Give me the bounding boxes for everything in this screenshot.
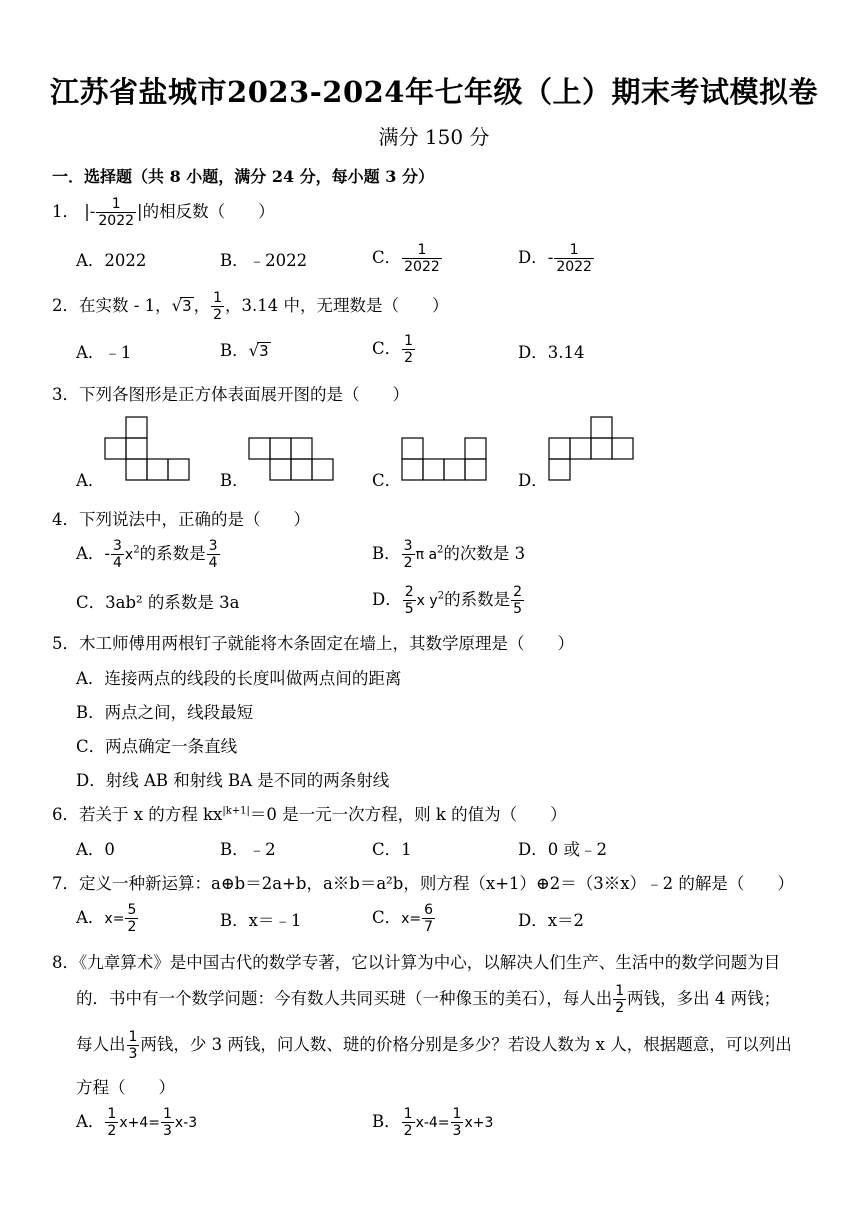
question-4: 4．下列说法中，正确的是（ ） bbox=[52, 510, 310, 529]
fraction: $\frac{1}{2022}$ bbox=[98, 196, 135, 229]
option-a[interactable]: A．﹣1 bbox=[76, 343, 132, 362]
question-3: 3．下列各图形是正方体表面展开图的是（ ） bbox=[52, 385, 409, 404]
option-b[interactable]: B．两点之间，线段最短 bbox=[76, 703, 254, 722]
question-8-line-1: 8．《九章算术》是中国古代的数学专著，它以计算为中心，以解决人们生产、生活中的数学问题为目 bbox=[52, 953, 781, 972]
question-1 bbox=[52, 196, 275, 229]
question-8-line-3: 每人出 $\frac{1}{3}$ 两钱，少 3 两钱，问人数、琎的价格分别是多少？若设人数为 x 人，根据题意，可以列出 bbox=[76, 1029, 792, 1062]
page-title: 江苏省盐城市2023-2024年七年级（上）期末考试模拟卷 bbox=[50, 75, 818, 109]
option-c[interactable]: C．1 bbox=[372, 840, 412, 859]
question-7: 7．定义一种新运算：a⊕b＝2a+b，a※b＝a²b，则方程（x+1）⊕2＝（3※x）﹣2 的解是（ ） bbox=[52, 874, 794, 893]
net-figure-c bbox=[401, 437, 493, 482]
option-a[interactable]: A． $\frac{1}{2}$ x+4= $\frac{1}{3}$ x-3 bbox=[76, 1106, 198, 1139]
option-a[interactable]: A．- $\frac{3}{4}$ $x^2$的系数是 $\frac{3}{4}$ bbox=[76, 538, 218, 571]
option-d[interactable]: D．射线 AB 和射线 BA 是不同的两条射线 bbox=[76, 771, 390, 790]
option-b[interactable]: B． $\frac{1}{2}$ x-4= $\frac{1}{3}$ x+3 bbox=[372, 1106, 494, 1139]
option-b[interactable]: B．x＝﹣1 bbox=[220, 911, 302, 930]
question-8-line-4: 方程（ ） bbox=[76, 1078, 175, 1097]
option-a[interactable]: A．0 bbox=[76, 840, 115, 859]
page-subtitle: 满分 150 分 bbox=[378, 125, 490, 149]
net-figure-b bbox=[248, 437, 338, 482]
option-d[interactable]: D．3.14 bbox=[518, 343, 585, 362]
question-number: 1． bbox=[52, 202, 79, 221]
option-b[interactable]: B．﹣2 bbox=[220, 840, 276, 859]
option-a[interactable]: A．连接两点的线段的长度叫做两点间的距离 bbox=[76, 669, 402, 688]
option-c[interactable]: C． $\frac{1}{2}$ bbox=[372, 333, 414, 366]
net-figure-d bbox=[548, 416, 638, 482]
option-a[interactable]: A．x= $\frac{5}{2}$ bbox=[76, 902, 137, 935]
option-d[interactable]: D．0 或﹣2 bbox=[518, 840, 607, 859]
option-c[interactable]: C．两点确定一条直线 bbox=[76, 737, 238, 756]
option-b[interactable]: B．√3 bbox=[220, 341, 269, 360]
section-heading: 一．选择题（共 8 小题，满分 24 分，每小题 3 分） bbox=[52, 167, 434, 186]
option-c[interactable]: C． bbox=[372, 471, 402, 490]
option-d[interactable]: D．x＝2 bbox=[518, 911, 585, 930]
option-c[interactable]: C．3ab² 的系数是 3a bbox=[76, 593, 240, 612]
question-8-line-2: 的．书中有一个数学问题：今有数人共同买琎（一种像玉的美石），每人出 $\frac{1}{2}$ 两钱，多出 4 两钱； bbox=[76, 983, 781, 1016]
option-d[interactable]: D． bbox=[518, 471, 548, 490]
option-d[interactable]: D． $\frac{2}{5}$ x $y^2$的系数是 $\frac{2}{5}$ bbox=[372, 584, 522, 617]
option-b[interactable]: B．﹣2022 bbox=[220, 251, 308, 270]
question-text: |的相反数（ ） bbox=[137, 202, 275, 221]
option-a[interactable]: A．2022 bbox=[76, 251, 147, 270]
abs-left: |- bbox=[84, 202, 96, 221]
option-b[interactable]: B． bbox=[220, 471, 249, 490]
question-2: 2．在实数 - 1，√3 ， $\frac{1}{2}$ ，3.14 中，无理数是（ ） bbox=[52, 290, 449, 323]
net-figure-a bbox=[104, 416, 194, 482]
question-5: 5．木工师傅用两根钉子就能将木条固定在墙上，其数学原理是（ ） bbox=[52, 634, 574, 653]
question-6: 6．若关于 x 的方程 $kx^{|k+1|}=0$ 是一元一次方程，则 k 的值为（ ） bbox=[52, 805, 567, 824]
option-c[interactable]: C． $\frac{1}{2022}$ bbox=[372, 242, 440, 275]
option-a[interactable]: A． bbox=[76, 471, 105, 490]
option-b[interactable]: B． $\frac{3}{2}$ π $a^2$的次数是 3 bbox=[372, 538, 526, 571]
option-d[interactable]: D．- $\frac{1}{2022}$ bbox=[518, 242, 592, 275]
option-c[interactable]: C．x= $\frac{6}{7}$ bbox=[372, 902, 434, 935]
